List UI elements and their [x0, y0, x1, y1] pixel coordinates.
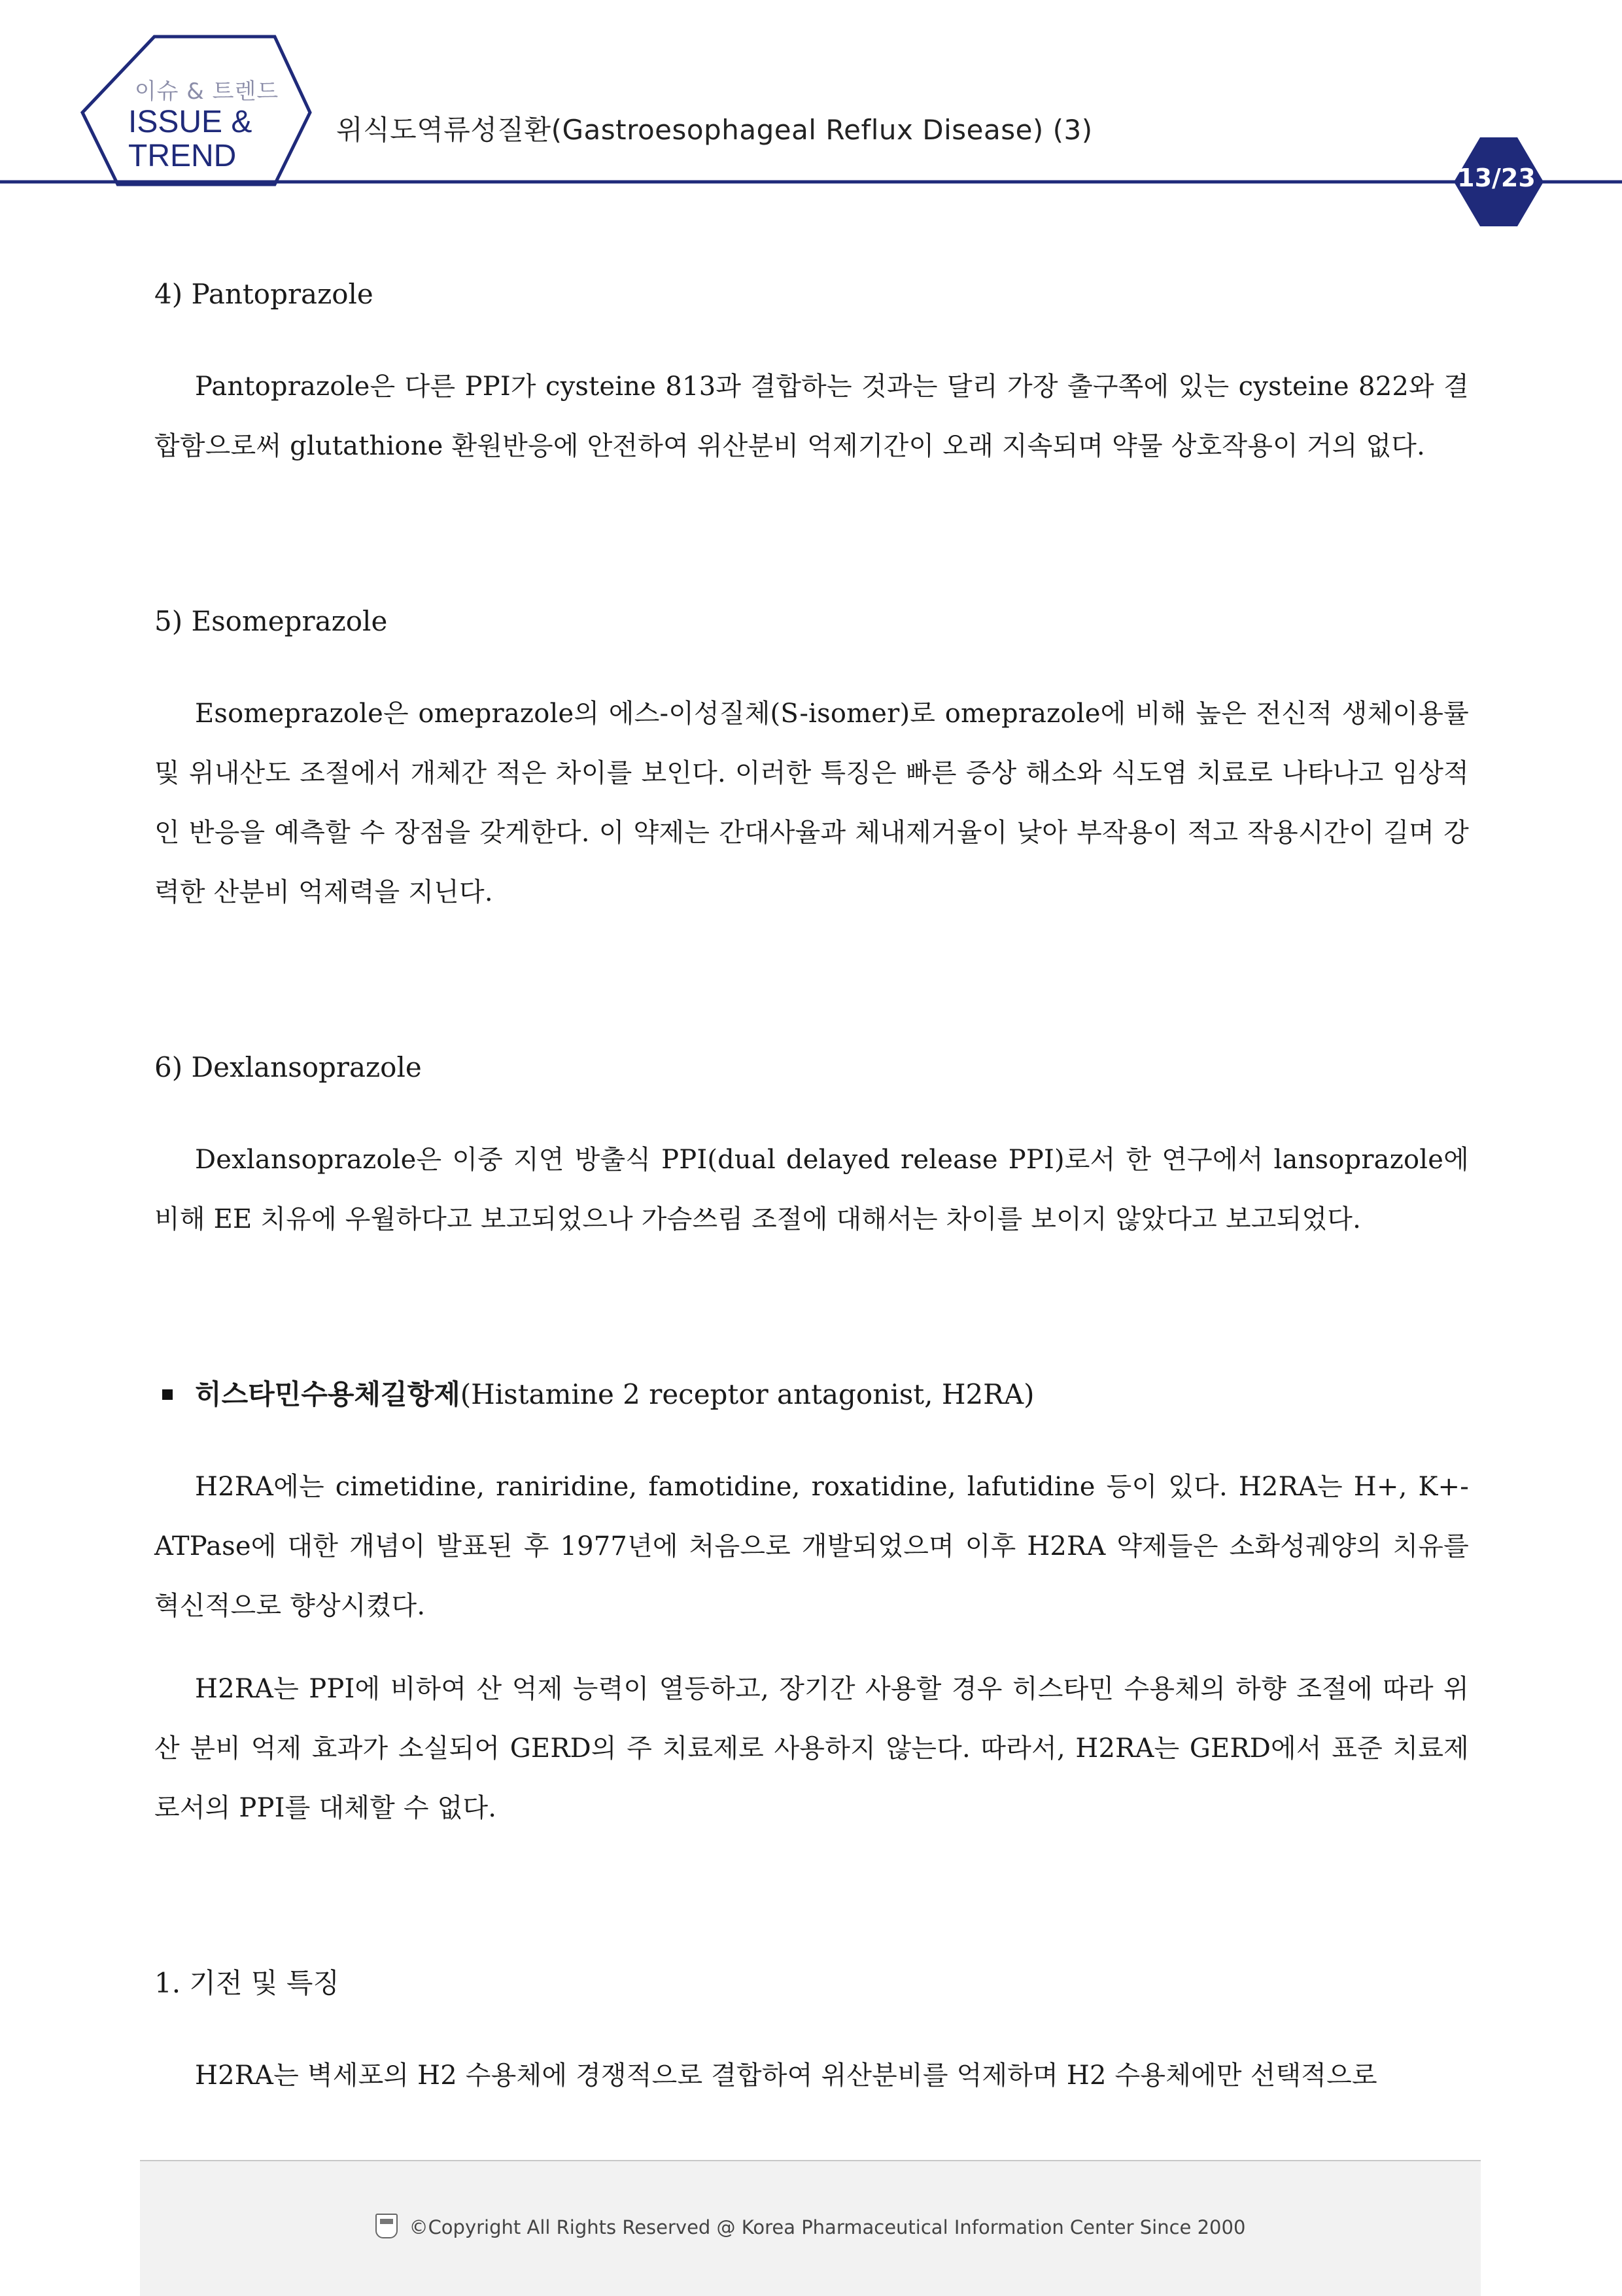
page-number: 13/23	[1457, 164, 1536, 192]
logo-issue-text: ISSUE &	[128, 105, 252, 139]
document-title: 위식도역류성질환(Gastroesophageal Reflux Disease) (3)	[336, 114, 1093, 146]
bullet-square-icon	[162, 1389, 173, 1400]
org-shield-icon	[375, 2214, 398, 2238]
section-heading-dexlansoprazole: 6) Dexlansoprazole	[154, 1051, 422, 1083]
h2ra-heading-korean: 히스타민수용체길항제	[195, 1378, 460, 1410]
paragraph-dexlansoprazole: Dexlansoprazole은 이중 지연 방출식 PPI(dual delayed release PPI)로서 한 연구에서 lansoprazole에 비해 EE 치유에 우월하다고 보고되었으나 가슴쓰림 조절에 대해서는 차이를 보이지 않았다고 보고되었다.	[154, 1145, 1469, 1234]
footer-copyright: ©Copyright All Rights Reserved @ Korea Pharmaceutical Information Center Since 2000	[409, 2216, 1246, 2238]
section-heading-pantoprazole: 4) Pantoprazole	[154, 278, 373, 310]
main-content	[154, 275, 1469, 2106]
h2ra-heading-english: (Histamine 2 receptor antagonist, H2RA)	[460, 1378, 1035, 1410]
paragraph-h2ra-1: H2RA에는 cimetidine, raniridine, famotidine, roxatidine, lafutidine 등이 있다. H2RA는 H+, K+-ATPase에 대한 개념이 발표된 후 1977년에 처음으로 개발되었으며 이후 H2RA 약제들은 소화성궤양의 치유를 혁신적으로 향상시켰다.	[154, 1472, 1469, 1621]
section-heading-mechanism: 1. 기전 및 특징	[154, 1967, 339, 1999]
paragraph-esomeprazole: Esomeprazole은 omeprazole의 에스-이성질체(S-isomer)로 omeprazole에 비해 높은 전신적 생체이용률 및 위내산도 조절에서 개체간 적은 차이를 보인다. 이러한 특징은 빠른 증상 해소와 식도염 치료로 나타나고 임상적인 반응을 예측할 수 장점을 갖게한다. 이 약제는 간대사율과 체내제거율이 낮아 부작용이 적고 작용시간이 길며 강력한 산분비 억제력을 지닌다.	[154, 699, 1469, 907]
page-footer	[140, 2160, 1481, 2296]
paragraph-pantoprazole: Pantoprazole은 다른 PPI가 cysteine 813과 결합하는 것과는 달리 가장 출구쪽에 있는 cysteine 822와 결합함으로써 glutathione 환원반응에 안전하여 위산분비 억제기간이 오래 지속되며 약물 상호작용이 거의 없다.	[154, 372, 1469, 461]
footer-copyright-line	[140, 2216, 1481, 2241]
section-heading-esomeprazole: 5) Esomeprazole	[154, 605, 388, 637]
section-heading-h2ra	[154, 1375, 1469, 1414]
logo-subtitle: 이슈 & 트렌드	[134, 78, 279, 105]
logo-trend-text: TREND	[128, 139, 237, 173]
paragraph-h2ra-2: H2RA는 PPI에 비하여 산 억제 능력이 열등하고, 장기간 사용할 경우 히스타민 수용체의 하향 조절에 따라 위산 분비 억제 효과가 소실되어 GERD의 주 치료제로 사용하지 않는다. 따라서, H2RA는 GERD에서 표준 치료제로서의 PPI를 대체할 수 없다.	[154, 1674, 1469, 1823]
paragraph-mechanism: H2RA는 벽세포의 H2 수용체에 경쟁적으로 결합하여 위산분비를 억제하며 H2 수용체에만 선택적으로	[195, 2061, 1377, 2091]
